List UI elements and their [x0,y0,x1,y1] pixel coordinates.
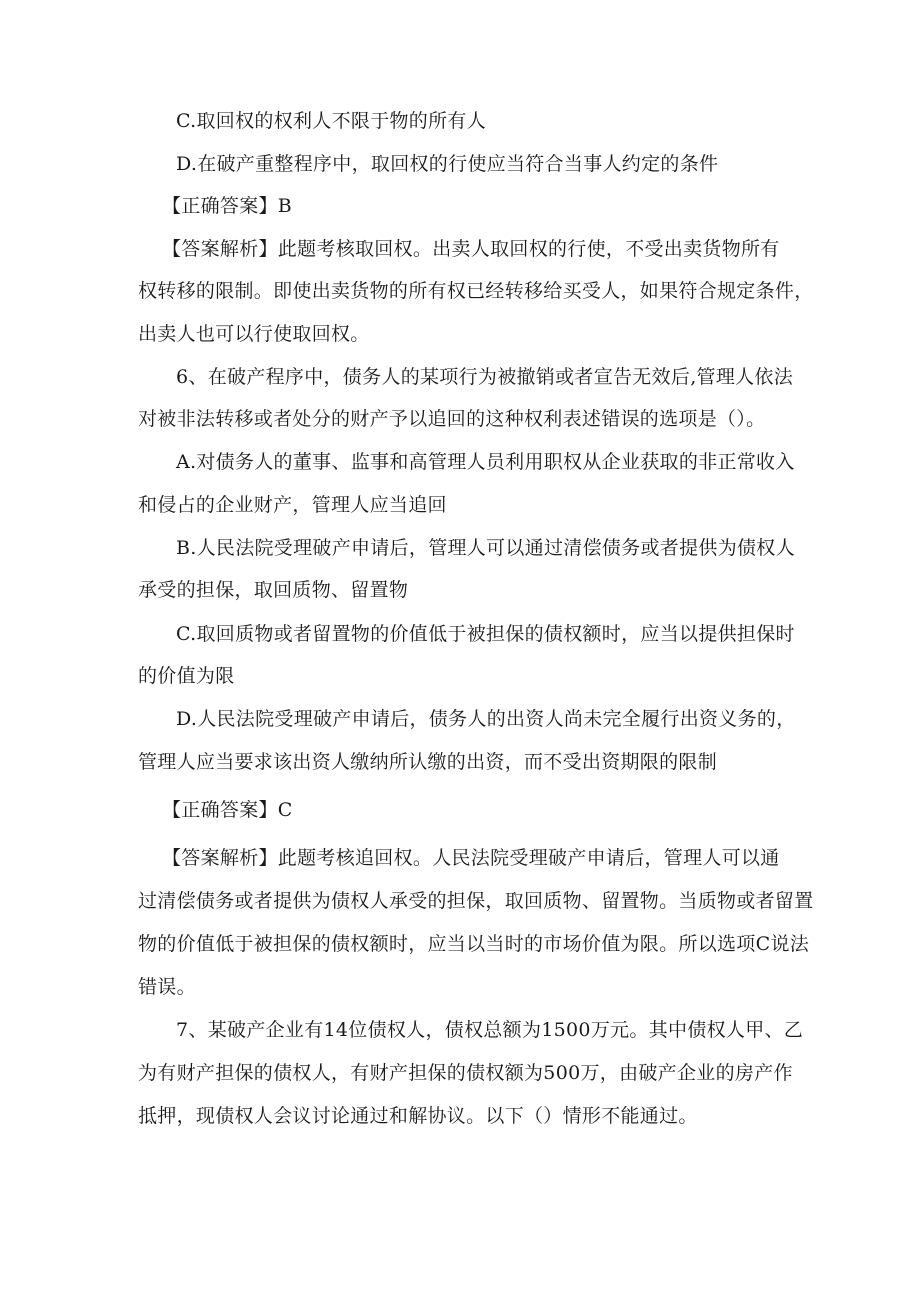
q5-analysis-line: 【答案解析】此题考核取回权。出卖人取回权的行使，不受出卖货物所有 [162,238,780,260]
q6-option-b-line: B.人民法院受理破产申请后，管理人可以通过清偿债务或者提供为债权人 [176,537,795,559]
q6-stem-line: 6、在破产程序中，债务人的某项行为被撤销或者宣告无效后,管理人依法 [176,366,794,388]
q6-option-a-line: A.对债务人的董事、监事和高管理人员利用职权从企业获取的非正常收入 [176,451,795,473]
q5-option-c: C.取回权的权利人不限于物的所有人 [176,110,487,132]
q5-option-d: D.在破产重整程序中，取回权的行使应当符合当事人约定的条件 [176,153,719,175]
q5-answer: 【正确答案】B [162,195,293,217]
q6-option-c-line: 的价值为限 [138,665,235,687]
q7-stem-line: 7、某破产企业有14位债权人，债权总额为1500万元。其中债权人甲、乙 [176,1019,804,1041]
q7-stem-line: 抵押，现债权人会议讨论通过和解协议。以下（）情形不能通过。 [138,1105,698,1127]
q6-analysis-line: 物的价值低于被担保的债权额时，应当以当时的市场价值为限。所以选项C说法 [138,933,810,955]
q6-analysis-line: 过清偿债务或者提供为债权人承受的担保，取回质物、留置物。当质物或者留置 [138,890,814,912]
q6-option-b-line: 承受的担保，取回质物、留置物 [138,579,409,601]
q6-option-a-line: 和侵占的企业财产，管理人应当追回 [138,494,447,516]
q6-option-c-line: C.取回质物或者留置物的价值低于被担保的债权额时，应当以提供担保时 [176,623,795,645]
q7-stem-line: 为有财产担保的债权人，有财产担保的债权额为500万，由破产企业的房产作 [138,1062,793,1084]
q6-option-d-line: D.人民法院受理破产申请后，债务人的出资人尚未完全履行出资义务的， [176,708,796,730]
q5-analysis-line: 出卖人也可以行使取回权。 [138,323,370,345]
q6-analysis-line: 【答案解析】此题考核追回权。人民法院受理破产申请后，管理人可以通 [162,847,780,869]
q6-option-d-line: 管理人应当要求该出资人缴纳所认缴的出资，而不受出资期限的限制 [138,751,718,773]
q6-analysis-line: 错误。 [138,976,196,998]
q5-analysis-line: 权转移的限制。即使出卖货物的所有权已经转移给买受人，如果符合规定条件， [138,280,814,302]
q6-answer: 【正确答案】C [162,799,293,821]
q6-stem-line: 对被非法转移或者处分的财产予以追回的这种权利表述错误的选项是（）。 [138,408,766,430]
